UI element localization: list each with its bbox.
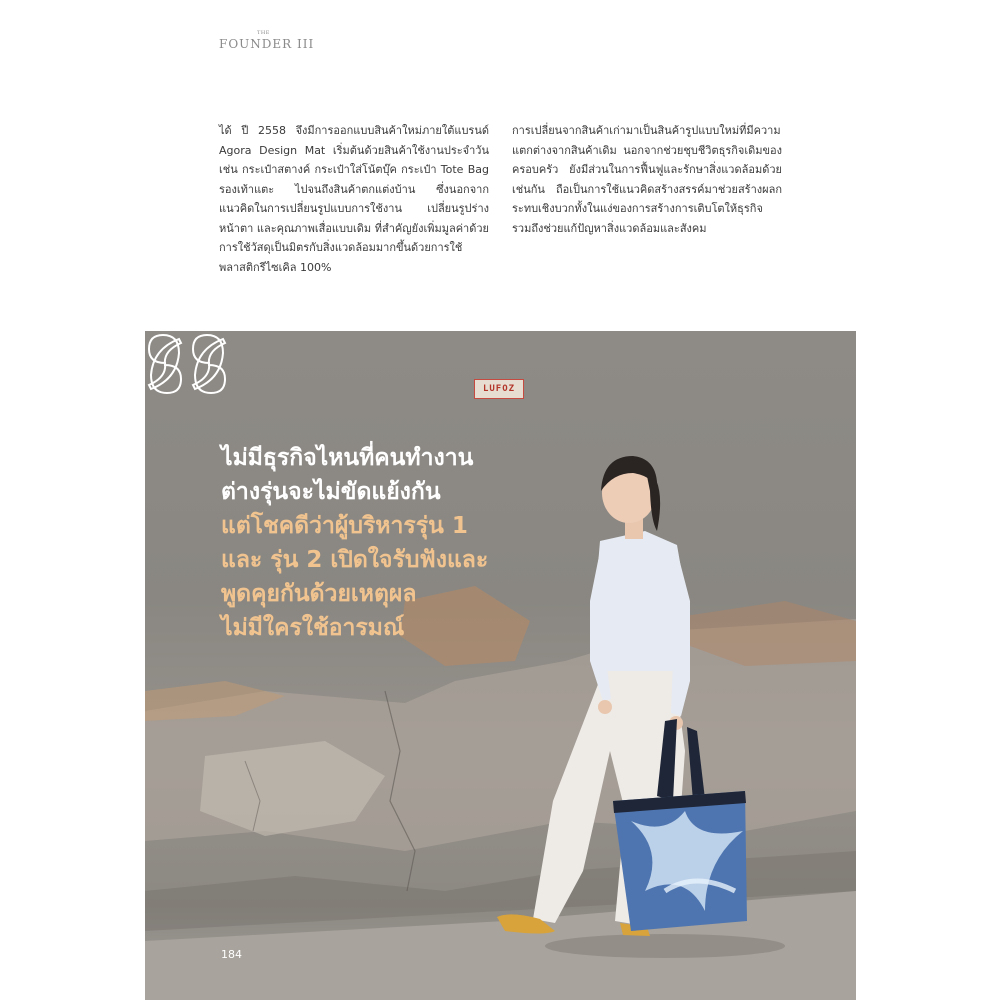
masthead-title: FOUNDER III — [219, 37, 315, 51]
feature-photo — [145, 331, 856, 1000]
pull-quote-line: ต่างรุ่นจะไม่ขัดแย้งกัน — [221, 479, 441, 505]
photo-illustration — [145, 331, 856, 1000]
pull-quote-line-highlight: พูดคุยกันด้วยเหตุผล — [221, 581, 417, 607]
wall-graffiti: LUFOZ — [474, 379, 524, 399]
pull-quote-line-highlight: และ รุ่น 2 เปิดใจรับฟังและ — [221, 547, 489, 573]
article-right-column: การเปลี่ยนจากสินค้าเก่ามาเป็นสินค้ารูปแบบใหม่ที่มีความแตกต่างจากสินค้าเดิม นอกจากช่วยชุบชีวิตธุรกิจเดิมของครอบครัว ยังมีส่วนในการฟื้นฟูและรักษาสิ่งแวดล้อมด้วยเช่นกัน ถือเป็นการใช้แนวคิดสร้างสรรค์มาช่วยสร้างผลกระทบเชิงบวกทั้งในแง่ของการสร้างการเติบโตให้ธุรกิจ รวมถึงช่วยแก้ปัญหาสิ่งแวดล้อมและสังคม — [512, 124, 782, 235]
pull-quote-line: ไม่มีธุรกิจไหนที่คนทำงาน — [221, 445, 474, 471]
article-left-column: ได้ ปี 2558 จึงมีการออกแบบสินค้าใหม่ภายใต้แบรนด์ Agora Design Mat เริ่มต้นด้วยสินค้าใช้งานประจำวัน เช่น กระเป๋าสตางค์ กระเป๋าใส่โน้ตบุ๊ค กระเป๋า Tote Bag รองเท้าแตะ ไปจนถึงสินค้าตกแต่งบ้าน ซึ่งนอกจากแนวคิดในการเปลี่ยนรูปแบบการใช้งาน เปลี่ยนรูปร่างหน้าตา และคุณภาพเสื่อแบบเดิม ที่สำคัญยังเพิ่มมูลค่าด้วยการใช้วัสดุเป็นมิตรกับสิ่งแวดล้อมมากขึ้นด้วยการใช้พลาสติกรีไซเคิล 100% — [219, 124, 489, 274]
masthead-small: THE — [257, 30, 270, 36]
pull-quote — [221, 441, 541, 645]
pull-quote-line-highlight: ไม่มีใครใช้อารมณ์ — [221, 615, 405, 641]
quote-close-icon — [145, 331, 229, 397]
pull-quote-line-highlight: แต่โชคดีว่าผู้บริหารรุ่น 1 — [221, 513, 468, 539]
page-number: 184 — [221, 948, 242, 961]
